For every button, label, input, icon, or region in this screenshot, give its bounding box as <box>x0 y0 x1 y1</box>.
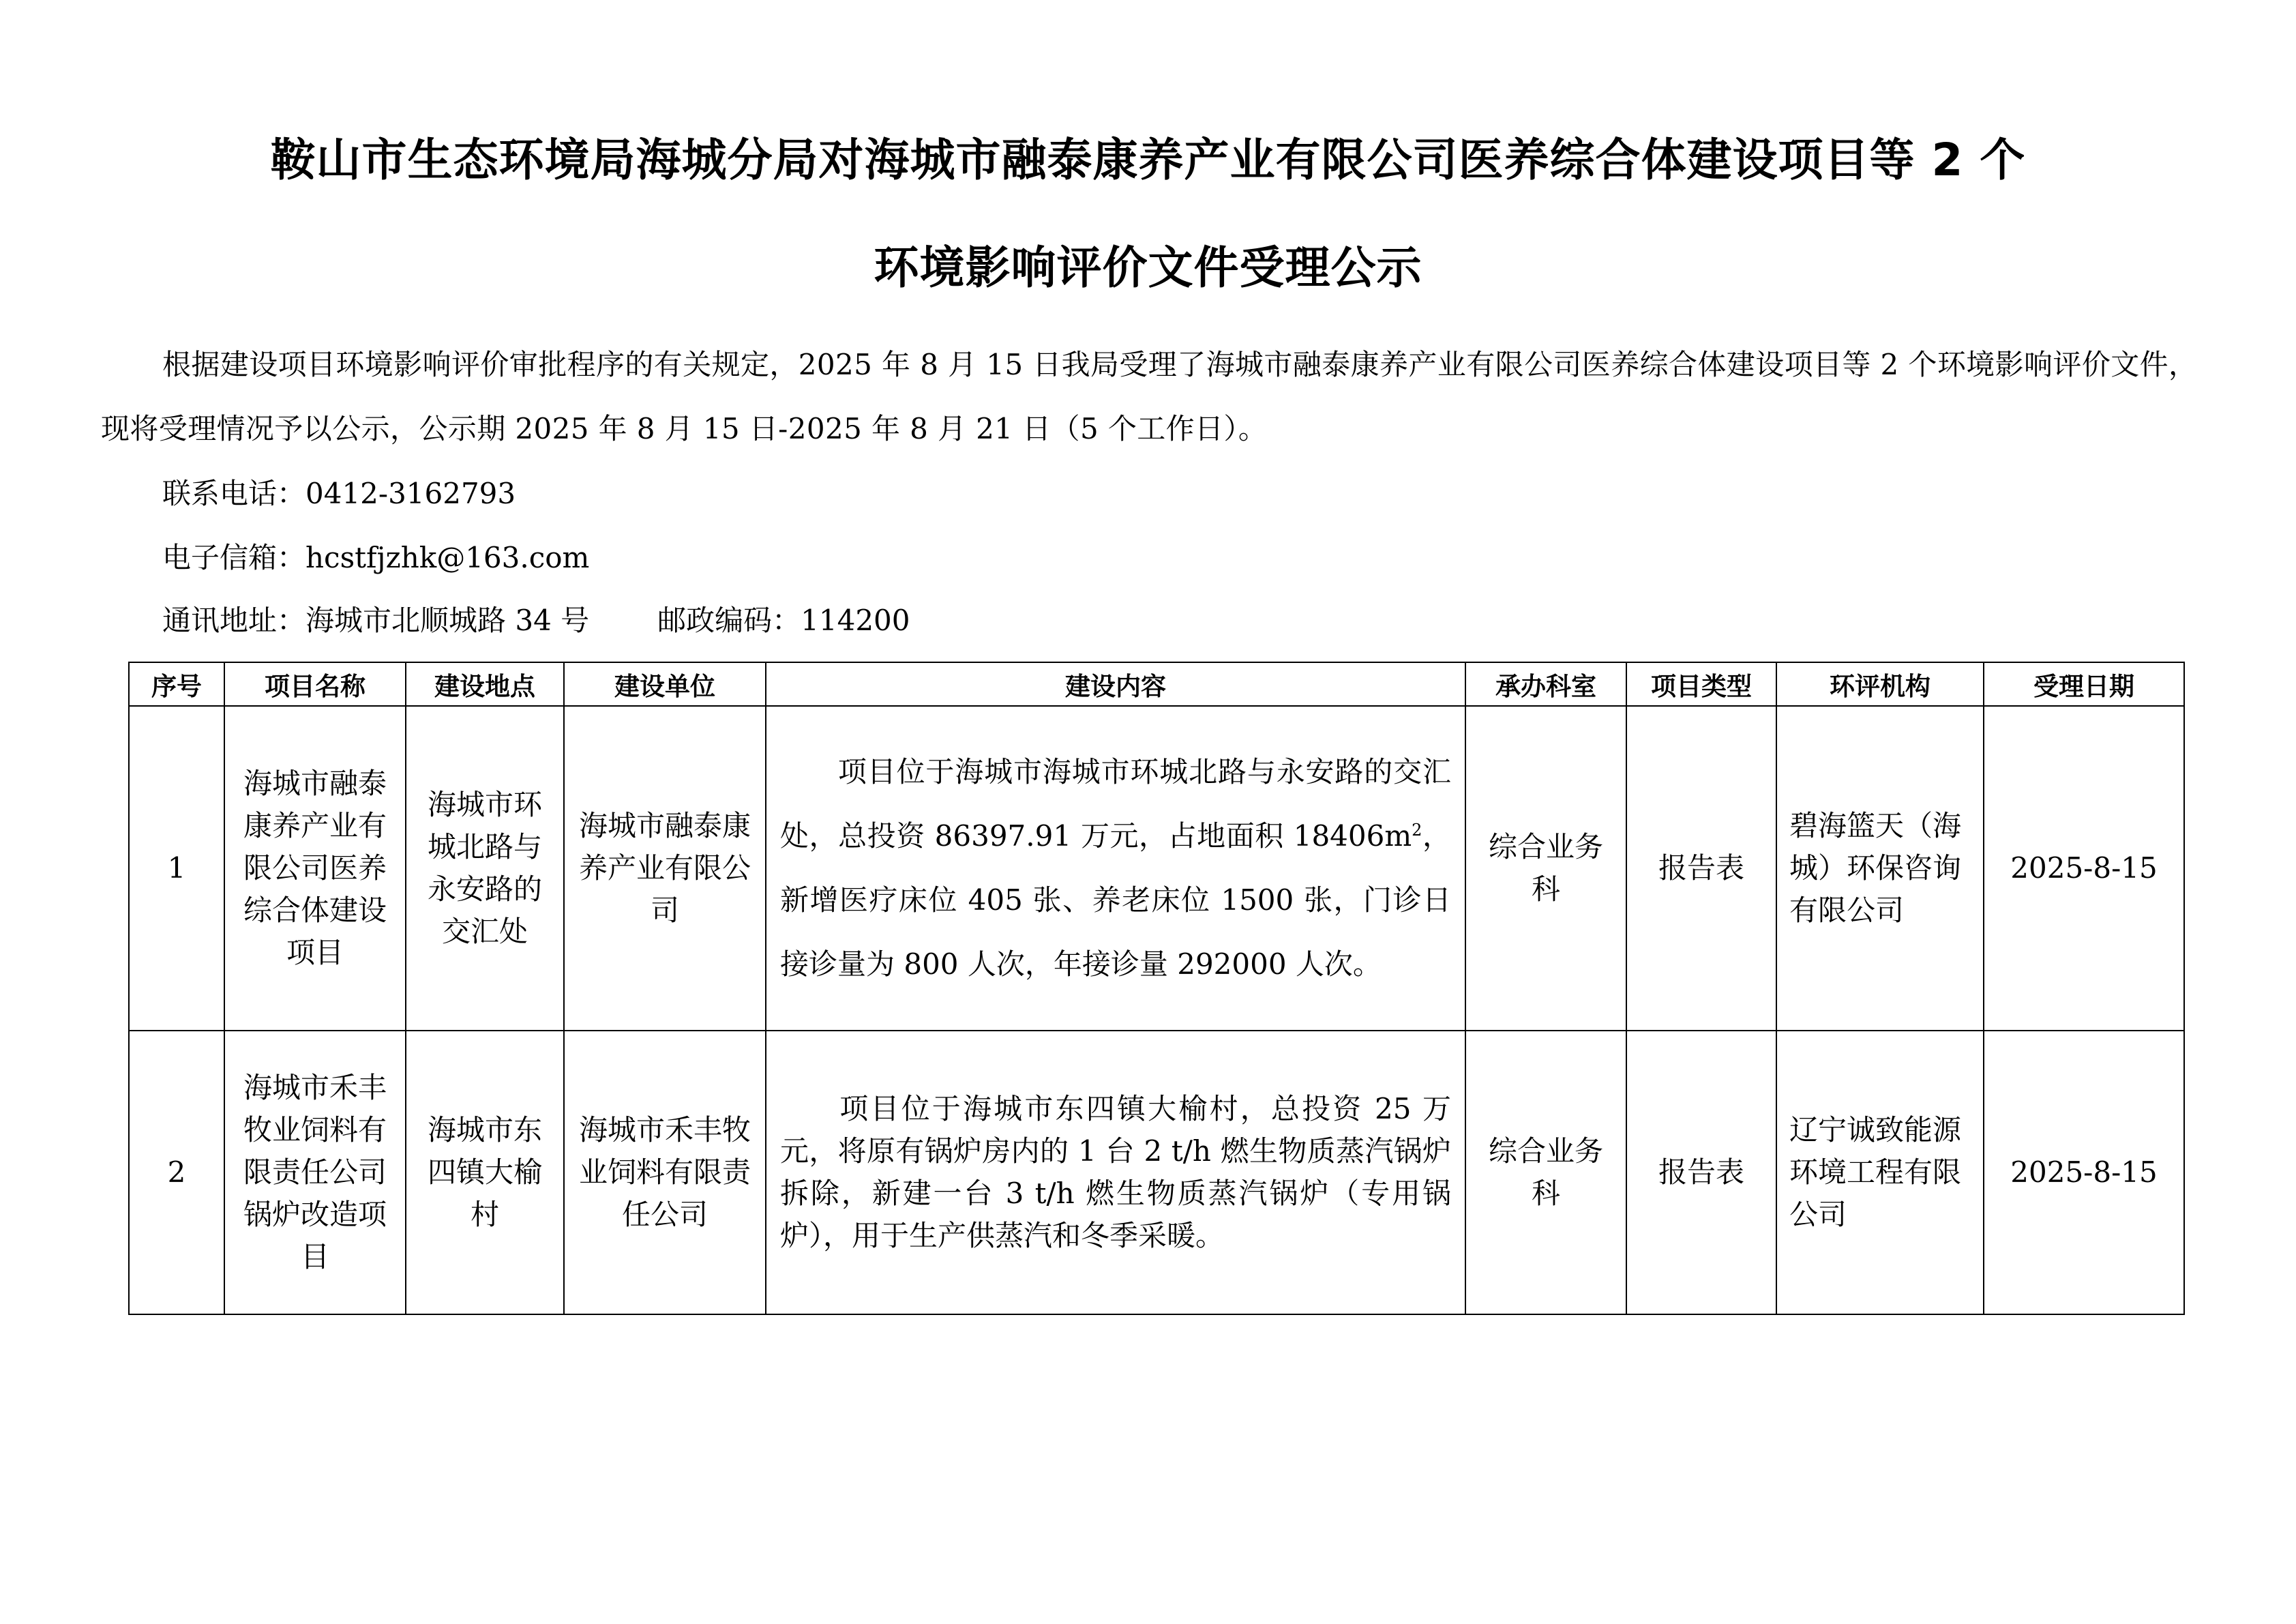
cell-content <box>766 706 1465 1031</box>
header-content: 建设内容 <box>766 662 1465 706</box>
cell-location: 海城市东四镇大榆村 <box>406 1031 564 1314</box>
table-header-row <box>129 662 2184 706</box>
contact-address-line <box>162 600 910 641</box>
cell-department: 综合业务科 <box>1465 1031 1626 1314</box>
contact-phone: 联系电话：0412-3162793 <box>162 477 516 510</box>
cell-content-part1: 项目位于海城市海城市环城北路与永安路的交汇处，总投资 86397.91 万元，占地面积 18406m <box>780 755 1451 853</box>
cell-no: 2 <box>129 1031 224 1314</box>
document-title-line1: 鞍山市生态环境局海城分局对海城市融泰康养产业有限公司医养综合体建设项目等 2 个 <box>270 134 2026 186</box>
cell-project-type: 报告表 <box>1626 1031 1776 1314</box>
header-no: 序号 <box>129 662 224 706</box>
cell-eia-agency: 碧海篮天（海城）环保咨询有限公司 <box>1776 706 1984 1031</box>
table-row <box>129 706 2184 1031</box>
header-project-type: 项目类型 <box>1626 662 1776 706</box>
header-eia-agency: 环评机构 <box>1776 662 1984 706</box>
cell-project-name: 海城市融泰康养产业有限公司医养综合体建设项目 <box>224 706 406 1031</box>
cell-department: 综合业务科 <box>1465 706 1626 1031</box>
cell-unit: 海城市禾丰牧业饲料有限责任公司 <box>564 1031 766 1314</box>
cell-location: 海城市环城北路与永安路的交汇处 <box>406 706 564 1031</box>
header-location: 建设地点 <box>406 662 564 706</box>
document-title-line2: 环境影响评价文件受理公示 <box>874 241 1422 294</box>
table-row <box>129 1031 2184 1314</box>
area-unit-superscript: 2 <box>1412 821 1422 840</box>
intro-paragraph: 根据建设项目环境影响评价审批程序的有关规定，2025 年 8 月 15 日我局受理了海城市融泰康养产业有限公司医养综合体建设项目等 2 个环境影响评价文件，现将受理情况予以公示，公示期 2025 年 8 月 15 日-2025 年 8 月 21 日（5 个工作日）。 <box>101 348 2198 445</box>
cell-project-type: 报告表 <box>1626 706 1776 1031</box>
cell-eia-agency: 辽宁诚致能源环境工程有限公司 <box>1776 1031 1984 1314</box>
cell-accept-date: 2025-8-15 <box>1984 1031 2184 1314</box>
cell-unit: 海城市融泰康养产业有限公司 <box>564 706 766 1031</box>
contact-address: 通讯地址：海城市北顺城路 34 号 <box>162 604 590 637</box>
cell-content-text: 项目位于海城市东四镇大榆村，总投资 25 万元，将原有锅炉房内的 1 台 2 t/h 燃生物质蒸汽锅炉拆除，新建一台 3 t/h 燃生物质蒸汽锅炉（专用锅炉），用于生产供蒸汽和冬季采暖。 <box>780 1092 1451 1252</box>
cell-no: 1 <box>129 706 224 1031</box>
cell-content-part2: ，新增医疗床位 405 张、养老床位 1500 张，门诊日接诊量为 800 人次，年接诊量 292000 人次。 <box>780 819 1451 981</box>
header-unit: 建设单位 <box>564 662 766 706</box>
header-accept-date: 受理日期 <box>1984 662 2184 706</box>
projects-table <box>128 662 2185 1315</box>
header-project-name: 项目名称 <box>224 662 406 706</box>
contact-email: 电子信箱：hcstfjzhk@163.com <box>162 541 590 574</box>
header-department: 承办科室 <box>1465 662 1626 706</box>
postal-code: 邮政编码：114200 <box>657 604 910 637</box>
cell-project-name: 海城市禾丰牧业饲料有限责任公司锅炉改造项目 <box>224 1031 406 1314</box>
cell-content <box>766 1031 1465 1314</box>
cell-accept-date: 2025-8-15 <box>1984 706 2184 1031</box>
